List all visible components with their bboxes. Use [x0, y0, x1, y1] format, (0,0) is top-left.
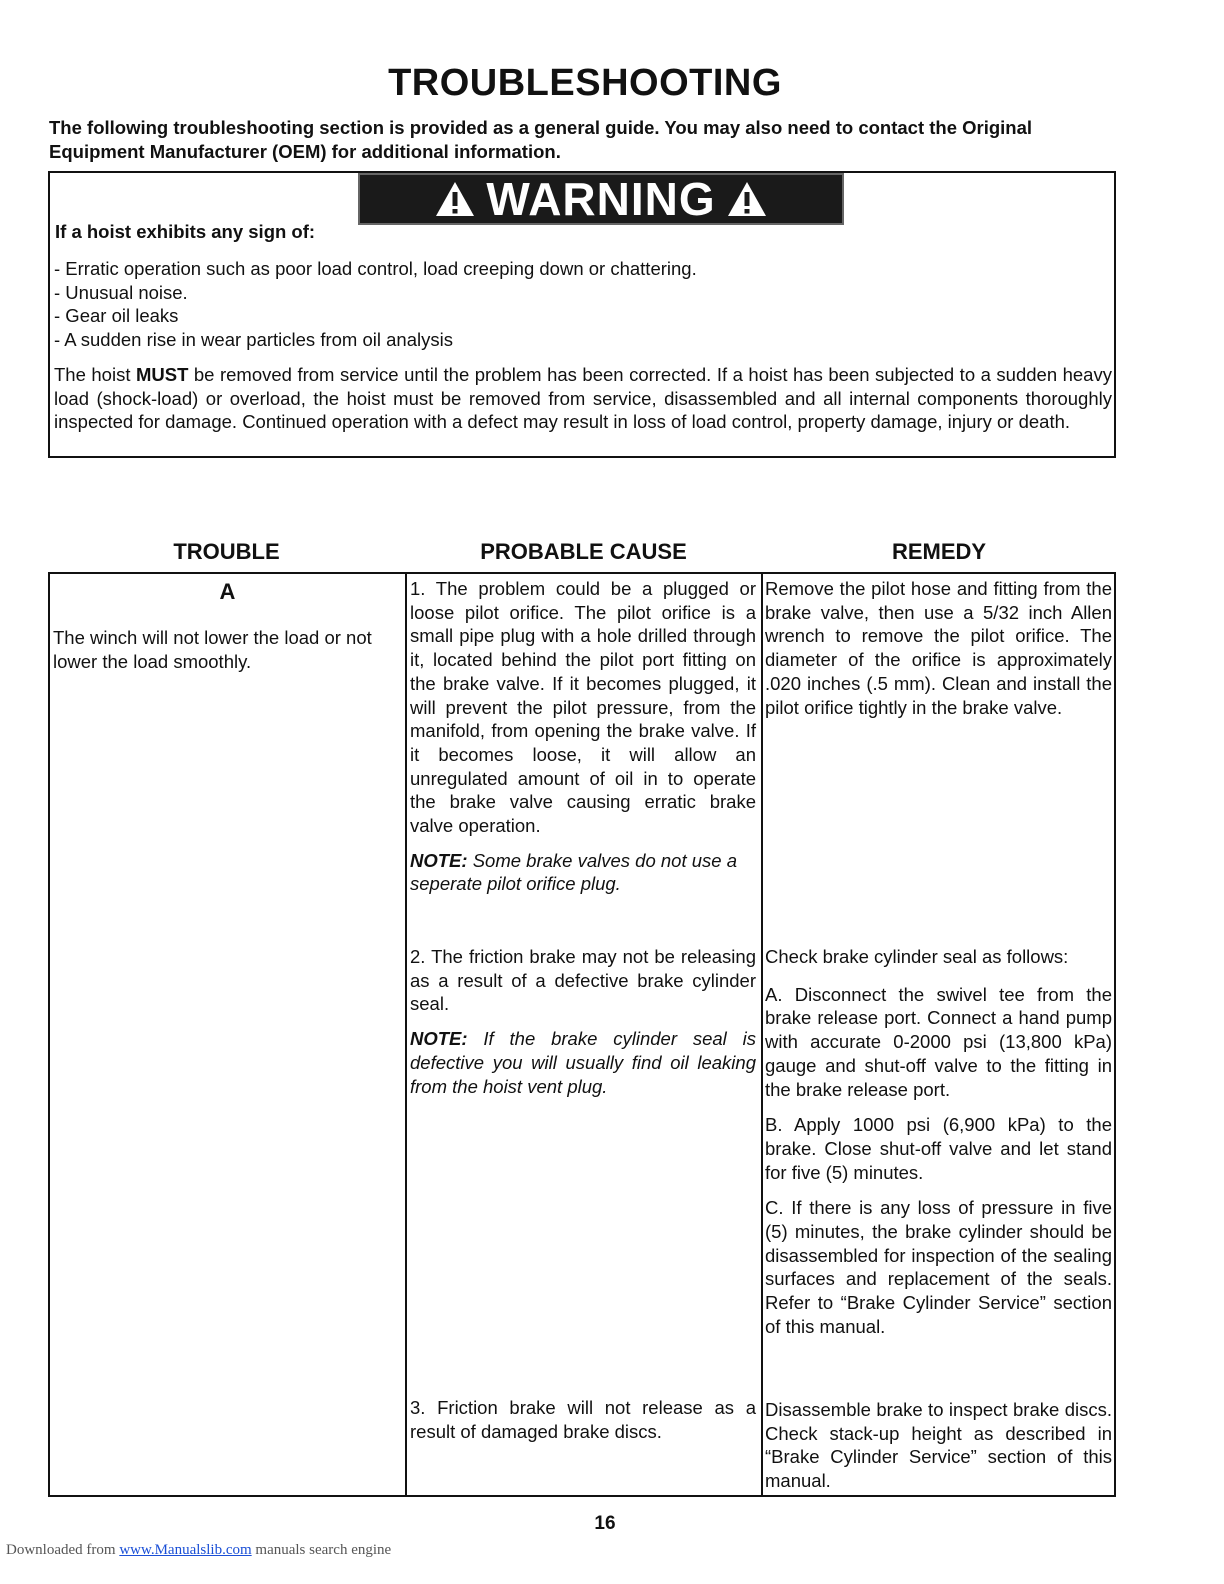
- remedy-3: Disassemble brake to inspect brake discs. Check stack-up height as described in “Brake Cylinder Service” section of this manual.: [765, 1399, 1112, 1492]
- footer-prefix: Downloaded from: [6, 1542, 120, 1558]
- note-label: NOTE:: [410, 849, 468, 871]
- page-title: TROUBLESHOOTING: [388, 62, 782, 104]
- intro-text: [49, 116, 1124, 164]
- note-text: Some brake valves do not use a seperate pilot orifice plug.: [410, 849, 737, 895]
- list-item: - A sudden rise in wear particles from oil analysis: [54, 328, 453, 350]
- remedy-2-step-a: A. Disconnect the swivel tee from the brake release port. Connect a hand pump with accurate 0-2000 psi (13,800 kPa) gauge and shut-off valve to the fitting in the brake release port.: [765, 983, 1112, 1100]
- cause-1-text: 1. The problem could be a plugged or loose pilot orifice. The pilot orifice is a small pipe plug with a hole drilled through it, located behind the pilot port fitting on the brake valve. If it becomes plugged, it will prevent the pilot pressure, from the manifold, from opening the brake valve. If it becomes loose, it will allow an unregulated amount of oil in to operate the brake valve causing erratic brake valve operation.: [410, 578, 756, 837]
- footer-tagline: manuals search engine: [251, 1542, 392, 1558]
- column-header-trouble: TROUBLE: [173, 539, 280, 564]
- remedy-2: [765, 945, 1112, 1339]
- warning-box: [48, 171, 1116, 458]
- remedy-2-step-b: B. Apply 1000 psi (6,900 kPa) to the brake. Close shut-off valve and let stand for five (5) minutes.: [765, 1114, 1112, 1183]
- column-divider: [405, 574, 407, 1495]
- list-item: - Unusual noise.: [54, 281, 188, 303]
- warning-paragraph-prefix: The hoist: [54, 364, 136, 385]
- download-footer: [6, 1542, 391, 1559]
- column-header-cause: PROBABLE CAUSE: [480, 539, 687, 564]
- cause-1-note: [410, 849, 756, 896]
- remedy-2-step-c: C. If there is any loss of pressure in five (5) minutes, the brake cylinder should be disassembled for inspection of the sealing surfaces and replacement of the seals. Refer to “Brake Cylinder Service” section of this manual.: [765, 1197, 1112, 1337]
- list-item: - Gear oil leaks: [54, 305, 179, 326]
- warning-paragraph-emphasis: MUST: [135, 364, 189, 385]
- cause-1: [410, 577, 756, 896]
- troubleshooting-table: [48, 572, 1116, 1497]
- column-header-remedy: REMEDY: [891, 539, 987, 564]
- cause-2: [410, 945, 756, 1098]
- intro-line-1: The following troubleshooting section is provided as a general guide. You may also need to contact the Original: [49, 117, 1033, 138]
- cause-3: 3. Friction brake will not release as a result of damaged brake discs.: [410, 1397, 756, 1442]
- warning-paragraph: [54, 363, 1112, 434]
- intro-line-2: Equipment Manufacturer (OEM) for additional information.: [49, 141, 561, 162]
- list-item: - Erratic operation such as poor load control, load creeping down or chattering.: [54, 258, 697, 279]
- page-number: 16: [594, 1513, 616, 1534]
- warning-sign-list: [54, 257, 697, 351]
- warning-subheading: If a hoist exhibits any sign of:: [55, 221, 316, 242]
- trouble-description: The winch will not lower the load or not lower the load smoothly.: [53, 627, 372, 672]
- note-label: NOTE:: [410, 1028, 468, 1050]
- warning-triangle-icon: [726, 180, 768, 218]
- trouble-letter: A: [219, 579, 236, 604]
- manualslib-link[interactable]: www.Manualslib.com: [119, 1542, 252, 1558]
- remedy-2-intro: Check brake cylinder seal as follows:: [765, 946, 1069, 967]
- column-divider: [761, 574, 763, 1495]
- cause-2-text: 2. The friction brake may not be releasing as a result of a defective brake cylinder seal.: [410, 946, 756, 1015]
- warning-banner-label: WARNING: [486, 173, 716, 225]
- warning-triangle-icon: [434, 180, 476, 218]
- cause-2-note: [410, 1027, 756, 1098]
- remedy-1: Remove the pilot hose and fitting from the brake valve, then use a 5/32 inch Allen wrench to remove the pilot orifice. The diameter of the orifice is approximately .020 inches (.5 mm). Clean and install the pilot orifice tightly in the brake valve.: [765, 578, 1112, 718]
- warning-banner: [358, 173, 844, 225]
- note-text: If the brake cylinder seal is defective you will usually find oil leaking from the hoist vent plug.: [410, 1028, 756, 1097]
- warning-paragraph-rest: be removed from service until the problem has been corrected. If a hoist has been subjected to a sudden heavy load (shock-load) or overload, the hoist must be removed from service, disassembled and all internal components thoroughly inspected for damage. Continued operation with a defect may result in loss of load control, property damage, injury or death.: [54, 364, 1112, 433]
